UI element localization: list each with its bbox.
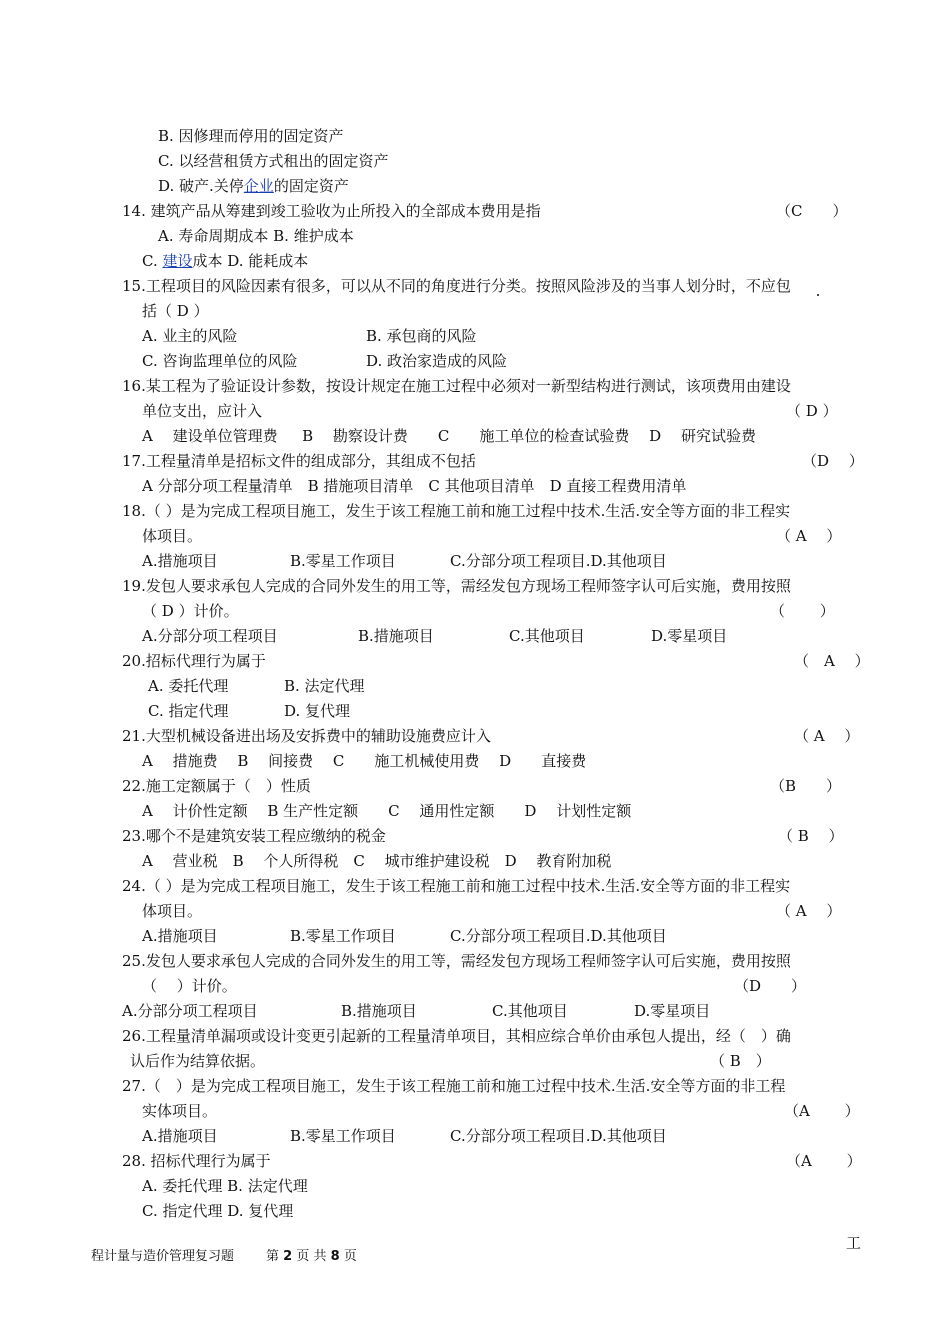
question-line: 28. 招标代理行为属于: [122, 1152, 271, 1170]
question-line: 20.招标代理行为属于: [122, 652, 266, 670]
hyperlink[interactable]: 建设: [162, 252, 193, 270]
line-text: 的固定资产: [273, 177, 349, 195]
question-line: 14. 建筑产品从筹建到竣工验收为止所投入的全部成本费用是指: [122, 202, 541, 220]
footer-page-mid: 页 共: [296, 1249, 327, 1264]
footer-page-num: 2: [283, 1249, 293, 1264]
question-line: C.其他项目: [492, 1002, 568, 1020]
answer-bracket: （B ）: [770, 777, 842, 795]
line-text: C.: [142, 252, 163, 270]
question-line: 25.发包人要求承包人完成的合同外发生的用工等，需经发包方现场工程师签字认可后实施，费用按照: [122, 952, 791, 970]
question-line: C. 咨询监理单位的风险: [142, 352, 298, 370]
question-line: B.措施项目: [358, 627, 434, 645]
question-line: B. 承包商的风险: [366, 327, 477, 345]
question-line: 18.（ ）是为完成工程项目施工，发生于该工程施工前和施工过程中技术.生活.安全等方面的非工程实: [122, 502, 791, 520]
line-text: 成本 D. 能耗成本: [192, 252, 309, 270]
question-line: 实体项目。: [142, 1102, 218, 1120]
question-line: （ ）计价。: [142, 977, 237, 995]
footer-page-suffix: 页: [343, 1249, 357, 1264]
stray-dot: [817, 294, 819, 296]
answer-bracket: （C ）: [776, 202, 848, 220]
question-line: （ D ）计价。: [142, 602, 239, 620]
line-text: D. 破产.关停: [158, 177, 244, 195]
question-line: B.零星工作项目: [290, 552, 396, 570]
question-line: 16.某工程为了验证设计参数，按设计规定在施工过程中必须对一新型结构进行测试，该项费用由建设: [122, 377, 791, 395]
question-line: 15.工程项目的风险因素有很多，可以从不同的角度进行分类。按照风险涉及的当事人划分时，不应包: [122, 277, 791, 295]
question-line: A.措施项目: [142, 1127, 218, 1145]
question-line: A 措施费 B 间接费 C 施工机械使用费 D 直接费: [142, 752, 587, 770]
answer-bracket: （ A ）: [794, 652, 870, 670]
question-line: C. 指定代理: [148, 702, 229, 720]
question-line: 体项目。: [142, 527, 203, 545]
question-line: C. 以经营租赁方式租出的固定资产: [158, 152, 389, 170]
question-line: 单位支出，应计入: [142, 402, 263, 420]
answer-bracket: （ B ）: [778, 827, 844, 845]
question-line: 21.大型机械设备进出场及安拆费中的辅助设施费应计入: [122, 727, 491, 745]
question-line: C.分部分项工程项目.D.其他项目: [450, 927, 667, 945]
answer-bracket: （A ）: [784, 1102, 860, 1120]
question-line: B.零星工作项目: [290, 927, 396, 945]
question-line: C.分部分项工程项目.D.其他项目: [450, 552, 667, 570]
question-line: 19.发包人要求承包人完成的合同外发生的用工等，需经发包方现场工程师签字认可后实施，费用按照: [122, 577, 791, 595]
answer-bracket: （ D ）: [786, 402, 838, 420]
footer-title: 程计量与造价管理复习题: [91, 1249, 235, 1264]
question-line: A.措施项目: [142, 927, 218, 945]
question-line: B.零星工作项目: [290, 1127, 396, 1145]
footer-corner-char: 工: [846, 1234, 862, 1252]
question-line: A 计价性定额 B 生产性定额 C 通用性定额 D 计划性定额: [142, 802, 632, 820]
question-line: 23.哪个不是建筑安装工程应缴纳的税金: [122, 827, 386, 845]
question-line: 27.（ ）是为完成工程项目施工，发生于该工程施工前和施工过程中技术.生活.安全等方面的非工程: [122, 1077, 786, 1095]
question-line: A. 委托代理: [148, 677, 229, 695]
question-line: A.措施项目: [142, 552, 218, 570]
footer-page-prefix: 第: [266, 1249, 280, 1264]
question-line: A 营业税 B 个人所得税 C 城市维护建设税 D 教育附加税: [142, 852, 612, 870]
question-line: 17.工程量清单是招标文件的组成部分，其组成不包括: [122, 452, 476, 470]
question-line: A. 业主的风险: [142, 327, 238, 345]
hyperlink[interactable]: 企业: [243, 177, 274, 195]
question-line: D. 政治家造成的风险: [366, 352, 508, 370]
footer-page-total: 8: [330, 1249, 340, 1264]
question-line: B.措施项目: [341, 1002, 417, 1020]
answer-bracket: （ A ）: [776, 527, 842, 545]
answer-bracket: （A ）: [786, 1152, 862, 1170]
answer-bracket: （ A ）: [794, 727, 860, 745]
question-line: 24.（ ）是为完成工程项目施工，发生于该工程施工前和施工过程中技术.生活.安全等方面的非工程实: [122, 877, 791, 895]
question-line: 认后作为结算依据。: [130, 1052, 266, 1070]
question-line: A.分部分项工程项目: [122, 1002, 258, 1020]
question-line: B. 法定代理: [284, 677, 365, 695]
question-line: 26.工程量清单漏项或设计变更引起新的工程量清单项目，其相应综合单价由承包人提出，经（ ）确: [122, 1027, 791, 1045]
question-line: A 分部分项工程量清单 B 措施项目清单 C 其他项目清单 D 直接工程费用清单: [142, 477, 687, 495]
question-line: D.零星项目: [651, 627, 728, 645]
footer-page-info: [266, 1248, 357, 1266]
answer-bracket: （D ）: [734, 977, 807, 995]
question-line: 括（ D ）: [142, 302, 209, 320]
question-line: A. 委托代理 B. 法定代理: [142, 1177, 308, 1195]
question-line: [142, 251, 308, 271]
question-line: C. 指定代理 D. 复代理: [142, 1202, 294, 1220]
question-line: C.其他项目: [509, 627, 585, 645]
question-line: D.零星项目: [634, 1002, 711, 1020]
question-line: B. 因修理而停用的固定资产: [158, 127, 344, 145]
question-line: 体项目。: [142, 902, 203, 920]
question-line: [158, 176, 349, 196]
question-line: A. 寿命周期成本 B. 维护成本: [158, 227, 354, 245]
answer-bracket: （D ）: [802, 452, 864, 470]
question-line: A.分部分项工程项目: [142, 627, 278, 645]
question-line: C.分部分项工程项目.D.其他项目: [450, 1127, 667, 1145]
question-line: D. 复代理: [284, 702, 351, 720]
question-line: 22.施工定额属于（ ）性质: [122, 777, 311, 795]
answer-bracket: （ A ）: [776, 902, 842, 920]
answer-bracket: （ B ）: [710, 1052, 771, 1070]
question-line: A 建设单位管理费 B 勘察设计费 C 施工单位的检查试验费 D 研究试验费: [142, 427, 756, 445]
answer-bracket: （ ）: [770, 602, 835, 620]
